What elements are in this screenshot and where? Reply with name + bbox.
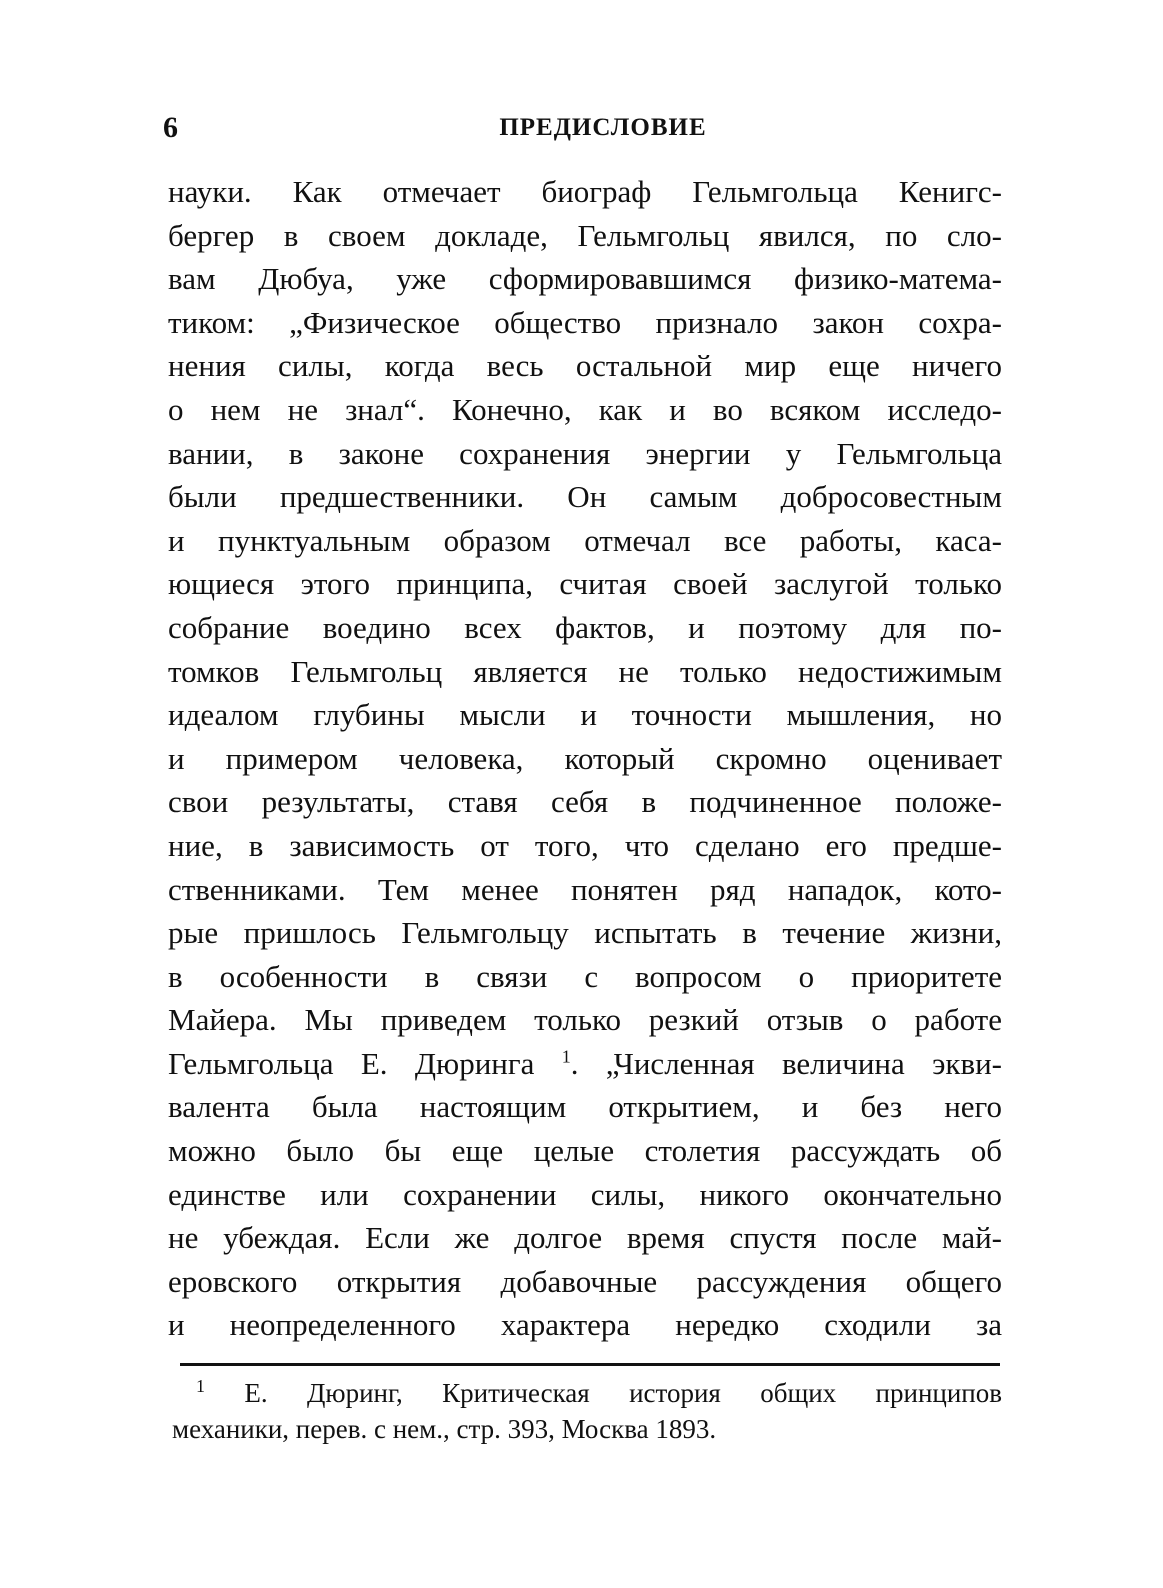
text-line: свои результаты, ставя себя в подчиненное положе- [168,784,1002,820]
text-line: не убеждая. Если же долгое время спустя после май- [168,1220,1002,1256]
text-line: науки. Как отмечает биограф Гельмгольца Кенигс- [168,174,1002,209]
text-segment: . „Численная величина экви- [570,1045,1002,1081]
text-line: были предшественники. Он самым добросовестным [168,479,1002,515]
text-line: рые пришлось Гельмгольцу испытать в течение жизни, [168,915,1002,951]
body-text [168,170,1002,1347]
footnote-divider [180,1363,1000,1366]
text-line: валента была настоящим открытием, и без него [168,1089,1002,1125]
text-line: и примером человека, который скромно оценивает [168,740,1002,776]
text-line: вам Дюбуа, уже сформировавшимся физико-матема- [168,261,1002,297]
text-line: томков Гельмгольц является не только недостижимым [168,653,1002,689]
text-line: в особенности в связи с вопросом о приоритете [168,958,1002,994]
text-line: единстве или сохранении силы, никого окончательно [168,1176,1002,1212]
text-line: бергер в своем докладе, Гельмгольц явился, по сло- [168,217,1002,253]
text-segment: Гельмгольца Е. Дюринга [168,1045,535,1081]
text-line: ющиеся этого принципа, считая своей заслугой только [168,566,1002,602]
text-line: нения силы, когда весь остальной мир еще ничего [168,348,1002,384]
footnote [168,1375,1002,1447]
text-line: о нем не знал“. Конечно, как и во всяком исследо- [168,391,1002,427]
footnote-line [168,1375,1002,1411]
text-line: еровского открытия добавочные рассуждения общего [168,1263,1002,1299]
text-line: ственниками. Тем менее понятен ряд нападок, кото- [168,871,1002,907]
text-line: Майера. Мы приведем только резкий отзыв о работе [168,1002,1002,1038]
footnote-marker: 1 [196,1376,205,1396]
text-line: идеалом глубины мысли и точности мышления, но [168,697,1002,733]
text-line: тиком: „Физическое общество признало закон сохра- [168,304,1002,340]
running-head [163,108,1003,148]
text-line: можно было бы еще целые столетия рассуждать об [168,1133,1002,1169]
text-line: ние, в зависимость от того, что сделано его предше- [168,827,1002,863]
page-number: 6 [163,111,178,144]
text-line: вании, в законе сохранения энергии у Гельмгольца [168,435,1002,471]
text-line: и неопределенного характера нередко сходили за [168,1307,1002,1343]
running-title: ПРЕДИСЛОВИЕ [499,114,707,141]
footnote-line: механики, перев. с нем., стр. 393, Москва 1893. [172,1414,717,1444]
text-line-with-footnote-ref [168,1042,1002,1086]
footnote-reference: 1 [561,1046,571,1067]
text-line: и пунктуальным образом отмечал все работы, каса- [168,522,1002,558]
text-line: собрание воедино всех фактов, и поэтому для по- [168,609,1002,645]
footnote-text: Е. Дюринг, Критическая история общих принципов [244,1378,1002,1408]
